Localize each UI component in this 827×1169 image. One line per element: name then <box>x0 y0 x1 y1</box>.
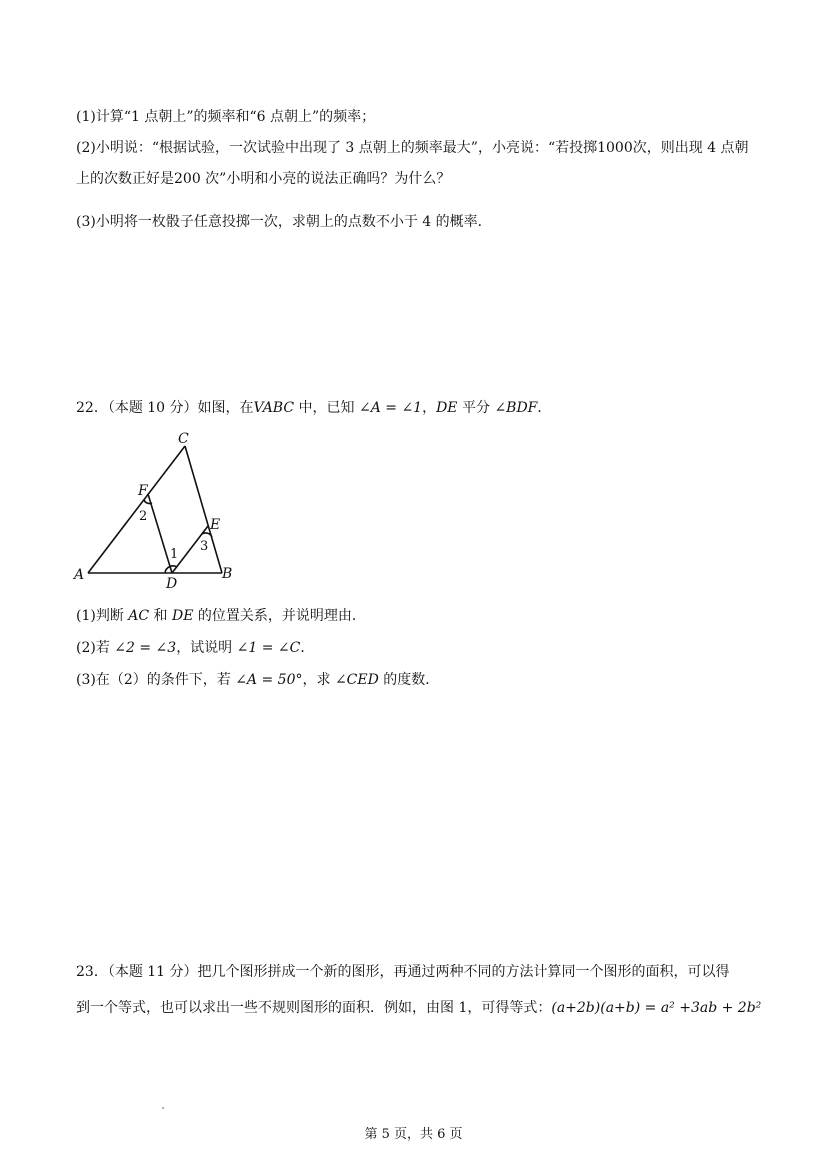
label-C: C <box>178 431 189 447</box>
label-E: E <box>210 517 221 533</box>
q22-mid2: ， <box>422 400 437 416</box>
q22-part1 <box>76 606 366 626</box>
q22-p3-c: 的度数． <box>378 672 440 688</box>
q22-p3-a: (3)在（2）的条件下，若 <box>76 672 236 688</box>
q22-p2-a: (2)若 <box>76 640 115 656</box>
label-A: A <box>74 567 85 583</box>
q22-p2-b: ，试说明 <box>176 640 237 656</box>
label-B: B <box>222 566 233 582</box>
line-FD <box>148 494 172 573</box>
q22-p3-b: ，求 <box>302 672 335 688</box>
stray-dot <box>162 1107 164 1109</box>
q22-mid3: 平分 <box>457 400 495 416</box>
label-D: D <box>166 576 178 592</box>
q23-formula: (a+2b)(a+b) = a² +3ab + 2b² <box>551 1000 762 1016</box>
label-F: F <box>138 483 148 499</box>
q21-part1: (1)计算“1 点朝上”的频率和“6 点朝上”的频率； <box>76 109 376 125</box>
q22-part2 <box>76 638 314 658</box>
q22-p1-b: 和 <box>149 608 173 624</box>
label-angle-2: 2 <box>139 509 148 524</box>
q22-p2-cond: ∠2 = ∠3 <box>114 640 177 656</box>
triangle-diagram <box>70 428 240 593</box>
q23-line2-text: 到一个等式，也可以求出一些不规则图形的面积．例如，由图 1，可得等式： <box>76 1000 552 1016</box>
label-angle-3: 3 <box>200 539 209 554</box>
q22-triangle: VABC <box>253 400 295 416</box>
q22-header-text: 22．（本题 10 分）如图，在 <box>76 400 254 416</box>
q23-line2 <box>76 998 761 1018</box>
q22-p1-c: 的位置关系，并说明理由． <box>193 608 366 624</box>
q22-p3-q: ∠CED <box>334 672 379 688</box>
page-footer: 第 5 页，共 6 页 <box>364 1127 463 1142</box>
label-angle-1: 1 <box>170 547 179 562</box>
q21-part3: (3)小明将一枚骰子任意投掷一次，求朝上的点数不小于 4 的概率． <box>76 214 492 230</box>
q22-end: ． <box>537 400 552 416</box>
q21-part2: (2)小明说：“根据试验，一次试验中出现了 3 点朝上的频率最大”，小亮说：“若投掷1000次，则出现 4 点朝上的次数正好是200 次”小明和小亮的说法正确吗？为什么？ <box>76 140 749 187</box>
q22-angle: ∠BDF <box>494 400 538 416</box>
q22-p2-res: ∠1 = ∠C <box>236 640 301 656</box>
q22-p3-cond: ∠A = 50° <box>235 672 303 688</box>
q22-header <box>76 398 551 418</box>
q22-p1-ac: AC <box>128 608 150 624</box>
q22-mid1: 中，已知 <box>294 400 359 416</box>
q22-p1-de: DE <box>172 608 194 624</box>
q23-line1: 23．（本题 11 分）把几个图形拼成一个新的图形，再通过两种不同的方法计算同一个图形的面积，可以得 <box>76 964 730 980</box>
q22-cond1: ∠A = ∠1 <box>358 400 423 416</box>
q22-p2-c: ． <box>300 640 315 656</box>
q22-p1-a: (1)判断 <box>76 608 129 624</box>
q22-de: DE <box>436 400 458 416</box>
triangle-figure <box>70 428 240 593</box>
q22-part3 <box>76 670 439 690</box>
